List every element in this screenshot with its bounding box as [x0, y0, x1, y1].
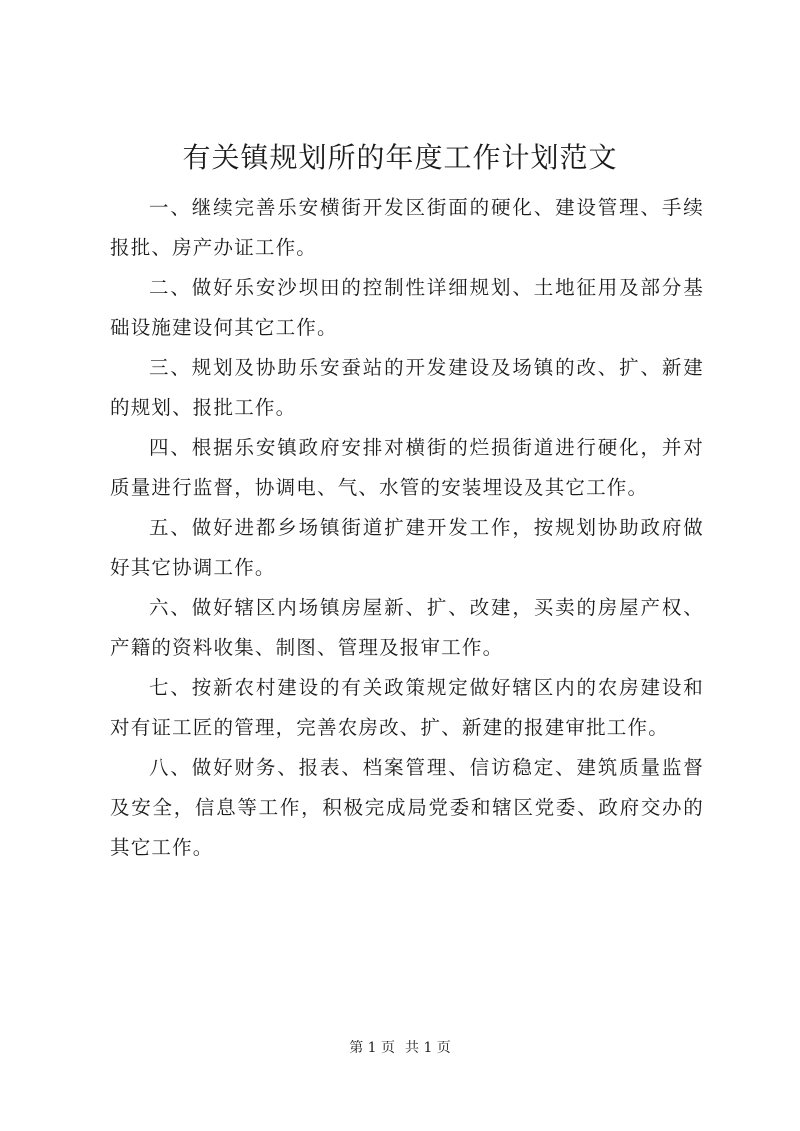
- document-body: [110, 188, 704, 868]
- page-total: 共 1 页: [405, 1040, 451, 1056]
- paragraph-7: 七、按新农村建设的有关政策规定做好辖区内的农房建设和对有证工匠的管理，完善农房改、扩、新建的报建审批工作。: [110, 676, 704, 739]
- paragraph-8: 八、做好财务、报表、档案管理、信访稳定、建筑质量监督及安全，信息等工作，积极完成局党委和辖区党委、政府交办的其它工作。: [110, 756, 704, 859]
- document-title: 有关镇规划所的年度工作计划范文: [182, 141, 618, 174]
- paragraph-6: 六、做好辖区内场镇房屋新、扩、改建，买卖的房屋产权、产籍的资料收集、制图、管理及报审工作。: [110, 596, 704, 659]
- paragraph-4: 四、根据乐安镇政府安排对横街的烂损街道进行硬化，并对质量进行监督，协调电、气、水管的安装埋设及其它工作。: [110, 436, 704, 499]
- paragraph-5: 五、做好进都乡场镇街道扩建开发工作，按规划协助政府做好其它协调工作。: [110, 516, 704, 579]
- paragraph-2: 二、做好乐安沙坝田的控制性详细规划、土地征用及部分基础设施建设何其它工作。: [110, 276, 704, 339]
- paragraph-1: 一、继续完善乐安横街开发区街面的硬化、建设管理、手续报批、房产办证工作。: [110, 196, 704, 259]
- page-number: 第 1 页: [349, 1040, 395, 1056]
- paragraph-3: 三、规划及协助乐安蚕站的开发建设及场镇的改、扩、新建的规划、报批工作。: [110, 356, 704, 419]
- page-footer: [0, 1038, 800, 1058]
